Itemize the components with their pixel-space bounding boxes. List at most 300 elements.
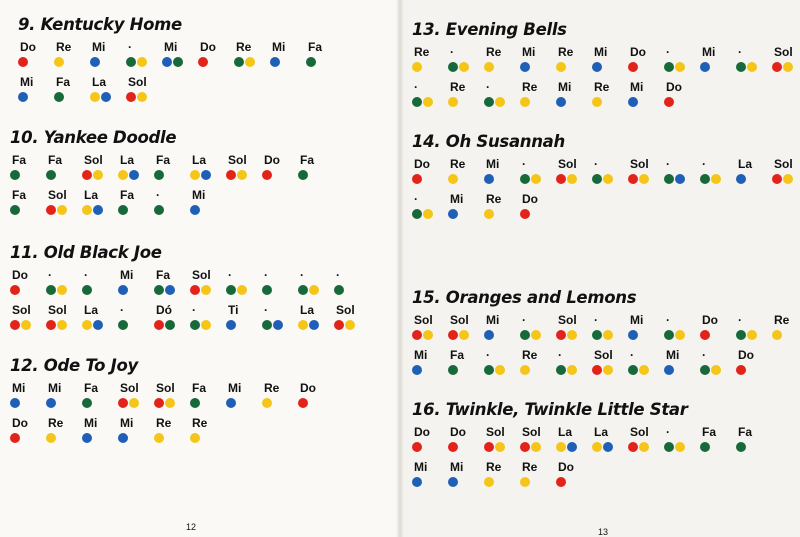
yellow-dot — [412, 62, 422, 72]
note — [628, 45, 664, 74]
note — [700, 157, 736, 186]
note — [556, 348, 592, 377]
color-dots — [628, 363, 664, 377]
note-label: Re — [522, 348, 538, 362]
note-label: Fa — [738, 425, 753, 439]
red-dot — [736, 365, 746, 375]
note — [448, 348, 484, 377]
color-dots — [226, 283, 262, 297]
note-label: Re — [56, 40, 72, 54]
note-row — [412, 157, 800, 186]
yellow-dot — [309, 285, 319, 295]
note-label: Re — [48, 416, 64, 430]
color-dots — [448, 60, 484, 74]
color-dots — [190, 203, 226, 217]
note-label: · — [666, 425, 670, 439]
page-fold — [396, 0, 404, 537]
note-label: Sol — [774, 157, 793, 171]
note-label: Re — [486, 45, 502, 59]
red-dot — [10, 285, 20, 295]
color-dots — [10, 283, 46, 297]
note-label: Fa — [300, 153, 315, 167]
note — [10, 268, 46, 297]
note — [10, 188, 46, 217]
song-oranges-and-lemons — [412, 288, 800, 383]
note-label: · — [522, 313, 526, 327]
note-label: · — [702, 157, 706, 171]
blue-dot — [412, 477, 422, 487]
note-row — [10, 381, 334, 410]
note — [154, 381, 190, 410]
color-dots — [592, 60, 628, 74]
yellow-dot — [567, 365, 577, 375]
color-dots — [736, 60, 772, 74]
note — [556, 425, 592, 454]
green-dot — [700, 442, 710, 452]
note-label: Mi — [20, 75, 34, 89]
yellow-dot — [459, 62, 469, 72]
note-label: La — [84, 303, 99, 317]
color-dots — [592, 328, 628, 342]
red-dot — [664, 97, 674, 107]
note — [306, 40, 342, 69]
note-label: Do — [200, 40, 216, 54]
yellow-dot — [54, 57, 64, 67]
green-dot — [700, 365, 710, 375]
note — [54, 40, 90, 69]
note — [118, 303, 154, 332]
color-dots — [772, 60, 800, 74]
color-dots — [198, 55, 234, 69]
color-dots — [412, 60, 448, 74]
note — [448, 192, 484, 221]
color-dots — [154, 203, 190, 217]
blue-dot — [190, 205, 200, 215]
yellow-dot — [190, 170, 200, 180]
blue-dot — [309, 320, 319, 330]
red-dot — [46, 320, 56, 330]
note-label: Sol — [156, 381, 175, 395]
color-dots — [700, 440, 736, 454]
green-dot — [165, 320, 175, 330]
note — [664, 348, 700, 377]
note — [592, 313, 628, 342]
note — [484, 425, 520, 454]
note-label: Re — [486, 460, 502, 474]
note-label: · — [84, 268, 88, 282]
song-yankee-doodle — [10, 128, 334, 223]
red-dot — [298, 398, 308, 408]
note — [190, 303, 226, 332]
green-dot — [664, 330, 674, 340]
green-dot — [190, 320, 200, 330]
yellow-dot — [772, 330, 782, 340]
color-dots — [484, 475, 520, 489]
note-label: La — [192, 153, 207, 167]
yellow-dot — [639, 442, 649, 452]
green-dot — [234, 57, 244, 67]
note — [520, 313, 556, 342]
yellow-dot — [262, 398, 272, 408]
note — [82, 268, 118, 297]
yellow-dot — [531, 442, 541, 452]
red-dot — [154, 320, 164, 330]
note-row — [18, 40, 342, 69]
note — [556, 313, 592, 342]
green-dot — [736, 330, 746, 340]
blue-dot — [412, 365, 422, 375]
blue-dot — [118, 285, 128, 295]
red-dot — [592, 365, 602, 375]
color-dots — [592, 363, 628, 377]
note-label: Fa — [12, 188, 27, 202]
green-dot — [334, 285, 344, 295]
yellow-dot — [137, 92, 147, 102]
note-label: · — [300, 268, 304, 282]
color-dots — [520, 475, 556, 489]
note — [556, 157, 592, 186]
note — [118, 268, 154, 297]
yellow-dot — [592, 97, 602, 107]
note-label: · — [558, 348, 562, 362]
note-label: Fa — [702, 425, 717, 439]
red-dot — [772, 62, 782, 72]
color-dots — [82, 396, 118, 410]
note — [520, 192, 556, 221]
blue-dot — [603, 442, 613, 452]
note — [412, 348, 448, 377]
blue-dot — [93, 205, 103, 215]
color-dots — [664, 440, 700, 454]
note — [556, 80, 592, 109]
yellow-dot — [495, 442, 505, 452]
note — [664, 313, 700, 342]
note — [448, 80, 484, 109]
green-dot — [520, 330, 530, 340]
red-dot — [556, 477, 566, 487]
color-dots — [46, 431, 82, 445]
note — [700, 348, 736, 377]
color-dots — [448, 475, 484, 489]
color-dots — [262, 318, 298, 332]
note — [664, 45, 700, 74]
note-label: La — [300, 303, 315, 317]
green-dot — [298, 285, 308, 295]
note — [190, 153, 226, 182]
yellow-dot — [484, 477, 494, 487]
note-label: · — [228, 268, 232, 282]
note — [484, 80, 520, 109]
song-title: 12. Ode To Joy — [10, 356, 138, 375]
green-dot — [154, 170, 164, 180]
blue-dot — [448, 477, 458, 487]
color-dots — [118, 396, 154, 410]
note-label: Re — [236, 40, 252, 54]
note — [226, 381, 262, 410]
note — [592, 45, 628, 74]
note — [412, 425, 448, 454]
green-dot — [412, 209, 422, 219]
color-dots — [556, 440, 592, 454]
note — [700, 45, 736, 74]
song-title: 11. Old Black Joe — [10, 243, 162, 262]
yellow-dot — [603, 174, 613, 184]
color-dots — [82, 168, 118, 182]
yellow-dot — [567, 174, 577, 184]
red-dot — [334, 320, 344, 330]
yellow-dot — [118, 170, 128, 180]
note — [664, 425, 700, 454]
color-dots — [484, 60, 520, 74]
color-dots — [520, 60, 556, 74]
note-label: Sol — [120, 381, 139, 395]
note — [126, 40, 162, 69]
color-dots — [46, 203, 82, 217]
note — [10, 153, 46, 182]
color-dots — [412, 207, 448, 221]
color-dots — [664, 60, 700, 74]
note-label: Mi — [120, 416, 134, 430]
note-row — [412, 45, 800, 74]
blue-dot — [82, 433, 92, 443]
green-dot — [298, 170, 308, 180]
blue-dot — [484, 174, 494, 184]
note-label: Mi — [486, 157, 500, 171]
blue-dot — [592, 62, 602, 72]
note-label: Sol — [486, 425, 505, 439]
color-dots — [484, 363, 520, 377]
blue-dot — [736, 174, 746, 184]
note-label: La — [84, 188, 99, 202]
note — [46, 153, 82, 182]
note — [90, 75, 126, 104]
note-label: · — [738, 313, 742, 327]
note — [82, 381, 118, 410]
color-dots — [46, 318, 82, 332]
note-label: Do — [522, 192, 538, 206]
color-dots — [484, 207, 520, 221]
yellow-dot — [201, 285, 211, 295]
yellow-dot — [556, 62, 566, 72]
note — [154, 153, 190, 182]
color-dots — [484, 328, 520, 342]
note — [736, 348, 772, 377]
green-dot — [10, 205, 20, 215]
note-label: Sol — [450, 313, 469, 327]
color-dots — [412, 440, 448, 454]
green-dot — [628, 365, 638, 375]
note — [18, 40, 54, 69]
note — [628, 313, 664, 342]
blue-dot — [118, 433, 128, 443]
green-dot — [664, 442, 674, 452]
note-label: · — [192, 303, 196, 317]
red-dot — [772, 174, 782, 184]
note-label: Mi — [702, 45, 716, 59]
color-dots — [628, 95, 664, 109]
note — [628, 80, 664, 109]
note — [82, 188, 118, 217]
note — [484, 192, 520, 221]
song-title: 14. Oh Susannah — [412, 132, 565, 151]
color-dots — [736, 440, 772, 454]
color-dots — [736, 363, 772, 377]
green-dot — [82, 398, 92, 408]
color-dots — [10, 396, 46, 410]
note-label: Do — [666, 80, 682, 94]
note-row — [10, 268, 370, 297]
yellow-dot — [675, 330, 685, 340]
note — [736, 425, 772, 454]
note — [270, 40, 306, 69]
note-label: Mi — [12, 381, 26, 395]
color-dots — [262, 168, 298, 182]
note-label: · — [738, 45, 742, 59]
color-dots — [556, 60, 592, 74]
color-dots — [592, 440, 628, 454]
note-label: Mi — [486, 313, 500, 327]
note-label: Mi — [450, 460, 464, 474]
note — [484, 313, 520, 342]
color-dots — [118, 431, 154, 445]
note — [82, 153, 118, 182]
yellow-dot — [531, 174, 541, 184]
yellow-dot — [245, 57, 255, 67]
green-dot — [10, 170, 20, 180]
note — [234, 40, 270, 69]
yellow-dot — [531, 330, 541, 340]
color-dots — [82, 318, 118, 332]
note-label: Fa — [48, 153, 63, 167]
blue-dot — [520, 62, 530, 72]
note-label: Re — [450, 80, 466, 94]
green-dot — [448, 62, 458, 72]
note — [520, 348, 556, 377]
red-dot — [154, 398, 164, 408]
color-dots — [700, 172, 736, 186]
color-dots — [412, 328, 448, 342]
note-label: Sol — [558, 313, 577, 327]
color-dots — [54, 55, 90, 69]
note — [664, 157, 700, 186]
note-label: Sol — [558, 157, 577, 171]
color-dots — [298, 318, 334, 332]
color-dots — [126, 90, 162, 104]
note-label: Do — [300, 381, 316, 395]
note-label: La — [594, 425, 609, 439]
note-row — [10, 303, 370, 332]
blue-dot — [700, 62, 710, 72]
red-dot — [448, 330, 458, 340]
green-dot — [54, 92, 64, 102]
color-dots — [226, 318, 262, 332]
red-dot — [262, 170, 272, 180]
color-dots — [162, 55, 198, 69]
red-dot — [118, 398, 128, 408]
note — [46, 416, 82, 445]
color-dots — [118, 203, 154, 217]
color-dots — [262, 283, 298, 297]
note-label: Sol — [228, 153, 247, 167]
color-dots — [18, 90, 54, 104]
color-dots — [448, 95, 484, 109]
blue-dot — [567, 442, 577, 452]
note — [592, 80, 628, 109]
note-label: · — [522, 157, 526, 171]
yellow-dot — [520, 97, 530, 107]
green-dot — [82, 285, 92, 295]
green-dot — [736, 62, 746, 72]
note — [154, 188, 190, 217]
red-dot — [198, 57, 208, 67]
color-dots — [700, 60, 736, 74]
yellow-dot — [57, 285, 67, 295]
color-dots — [412, 95, 448, 109]
color-dots — [412, 172, 448, 186]
note-label: Sol — [774, 45, 793, 59]
color-dots — [592, 172, 628, 186]
note-label: La — [738, 157, 753, 171]
note — [772, 45, 800, 74]
note — [90, 40, 126, 69]
color-dots — [448, 207, 484, 221]
yellow-dot — [448, 174, 458, 184]
note-label: Mi — [522, 45, 536, 59]
note-label: Mi — [48, 381, 62, 395]
note-label: · — [156, 188, 160, 202]
note-label: Do — [702, 313, 718, 327]
color-dots — [664, 363, 700, 377]
note — [298, 303, 334, 332]
note-row — [412, 425, 772, 454]
color-dots — [54, 90, 90, 104]
note-label: Mi — [558, 80, 572, 94]
note — [448, 45, 484, 74]
note-label: · — [128, 40, 132, 54]
note — [262, 303, 298, 332]
note-label: Fa — [192, 381, 207, 395]
blue-dot — [226, 320, 236, 330]
note-label: · — [120, 303, 124, 317]
color-dots — [484, 440, 520, 454]
color-dots — [10, 318, 46, 332]
note-label: · — [450, 45, 454, 59]
note — [46, 268, 82, 297]
note — [628, 348, 664, 377]
red-dot — [412, 174, 422, 184]
color-dots — [154, 168, 190, 182]
yellow-dot — [459, 330, 469, 340]
yellow-dot — [129, 398, 139, 408]
song-kentucky-home — [18, 15, 342, 110]
color-dots — [306, 55, 342, 69]
note-label: Do — [414, 425, 430, 439]
color-dots — [334, 318, 370, 332]
color-dots — [118, 168, 154, 182]
note — [520, 80, 556, 109]
color-dots — [592, 95, 628, 109]
song-old-black-joe — [10, 243, 370, 338]
note-label: Re — [594, 80, 610, 94]
note — [412, 192, 448, 221]
green-dot — [154, 205, 164, 215]
red-dot — [448, 442, 458, 452]
note — [334, 303, 370, 332]
green-dot — [664, 174, 674, 184]
note-label: Re — [192, 416, 208, 430]
note-label: Mi — [84, 416, 98, 430]
yellow-dot — [237, 170, 247, 180]
